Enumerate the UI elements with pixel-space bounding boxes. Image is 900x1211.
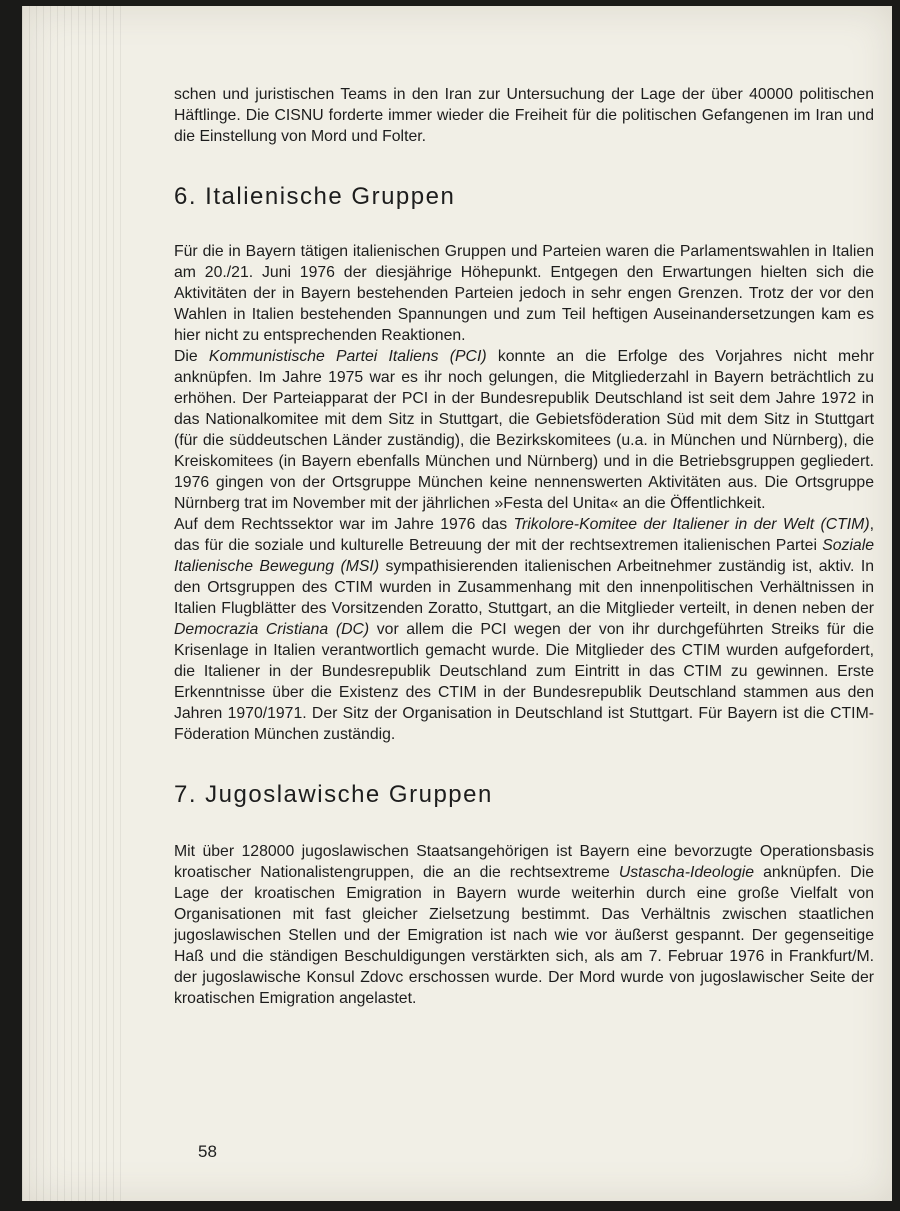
- text-run: konnte an die Erfolge des Vorjahres nicht mehr anknüpfen. Im Jahre 1975 war es ihr noch gelungen, die Mitgliederzahl in Bayern beträchtlich zu erhöhen. Der Parteiapparat der PCI in der Bundesrepublik Deutschland ist seit dem Jahre 1972 in das Nationalkomitee mit dem Sitz in Stuttgart, die Gebietsföderation Süd mit dem Sitz in Stuttgart (für die süddeutschen Länder zuständig), die Bezirkskomitees (u.a. in München und Nürnberg), die Kreiskomitees (in Bayern ebenfalls München und Nürnberg) und in die Betriebsgruppen gegliedert. 1976 gingen von der Ortsgruppe München keine nennenswerten Aktivitäten aus. Die Ortsgruppe Nürnberg trat im November mit der jährlichen »Festa del Unita« an die Öffentlichkeit.: [174, 348, 875, 512]
- section-7-heading: 7. Jugoslawische Gruppen: [174, 781, 493, 808]
- section-6-heading: 6. Italienische Gruppen: [174, 183, 456, 210]
- section-7-paragraph-1: [174, 841, 874, 1009]
- org-name-italic: Trikolore-Komitee der Italiener in der Welt (CTIM): [513, 516, 870, 533]
- party-name-italic: Soziale Italienische Bewegung (MSI): [174, 537, 874, 575]
- section-6-paragraph-3: [174, 514, 874, 745]
- text-run: vor allem die PCI wegen der von ihr durchgeführten Streiks für die Krisenlage in Italien verantwortlich gemacht wurde. Die Mitglieder des CTIM wurden aufgefordert, die Italiener in der Bundesrepublik Deutschland zum Eintritt in das CTIM zu gewinnen. Erste Erkenntnisse über die Existenz des CTIM in der Bundesrepublik Deutschland stammen aus den Jahren 1970/1971. Der Sitz der Organisation in Deutschland ist Stuttgart. Für Bayern ist die CTIM-Föderation München zuständig.: [174, 621, 874, 743]
- page-content: [174, 84, 874, 1009]
- party-name-italic: Democrazia Cristiana (DC): [174, 621, 370, 638]
- text-run: anknüpfen. Die Lage der kroatischen Emigration in Bayern wurde weiterhin durch eine große Vielfalt von Organisationen mit fast gleicher Zielsetzung bestimmt. Das Verhältnis zwischen staatlichen jugoslawischen Stellen und der Emigration ist nach wie vor äußerst gespannt. Der gegenseitige Haß und die ständigen Beschuldigungen verstärkten sich, als am 7. Februar 1976 in Frankfurt/M. der jugoslawische Konsul Zdovc erschossen wurde. Der Mord wurde von jugoslawischer Seite der kroatischen Emigration angelastet.: [174, 864, 875, 1007]
- book-page: [22, 6, 892, 1201]
- ideology-name-italic: Ustascha-Ideologie: [618, 864, 755, 881]
- party-name-italic: Kommunistische Partei Italiens (PCI): [208, 348, 487, 365]
- text-run: sympathisierenden italienischen Arbeitnehmer zuständig ist, aktiv. In den Ortsgruppen des CTIM wurden in Zusammenhang mit den innenpolitischen Verhältnissen in Italien Flugblätter des Vorsitzenden Zoratto, Stuttgart, an die Mitglieder verteilt, in denen neben der: [174, 558, 874, 617]
- text-run: , das für die soziale und kulturelle Betreuung der mit der rechtsextremen italienischen Partei: [174, 516, 874, 554]
- text-run: Mit über 128000 jugoslawischen Staatsangehörigen ist Bayern eine bevorzugte Operationsbasis kroatischer Nationalistengruppen, die an die rechtsextreme: [174, 843, 874, 881]
- section-6-paragraph-1: Für die in Bayern tätigen italienischen Gruppen und Parteien waren die Parlamentswahlen in Italien am 20./21. Juni 1976 der diesjährige Höhepunkt. Entgegen den Erwartungen hielten sich die Aktivitäten der in Bayern bestehenden Parteien jedoch in sehr engen Grenzen. Trotz der vor den Wahlen in Italien bestehenden Spannungen und zum Teil heftigen Auseinandersetzungen kam es hier nicht zu entsprechenden Reaktionen.: [174, 243, 874, 344]
- page-number: 58: [198, 1142, 217, 1161]
- page-edges: [22, 6, 122, 1201]
- text-run: Die: [174, 348, 209, 365]
- text-run: Auf dem Rechtssektor war im Jahre 1976 das: [174, 516, 514, 533]
- section-6-paragraph-2: [174, 346, 874, 514]
- intro-paragraph: schen und juristischen Teams in den Iran zur Untersuchung der Lage der über 40000 politischen Häftlinge. Die CISNU forderte immer wieder die Freiheit für die politischen Gefangenen im Iran und die Einstellung von Mord und Folter.: [174, 86, 874, 145]
